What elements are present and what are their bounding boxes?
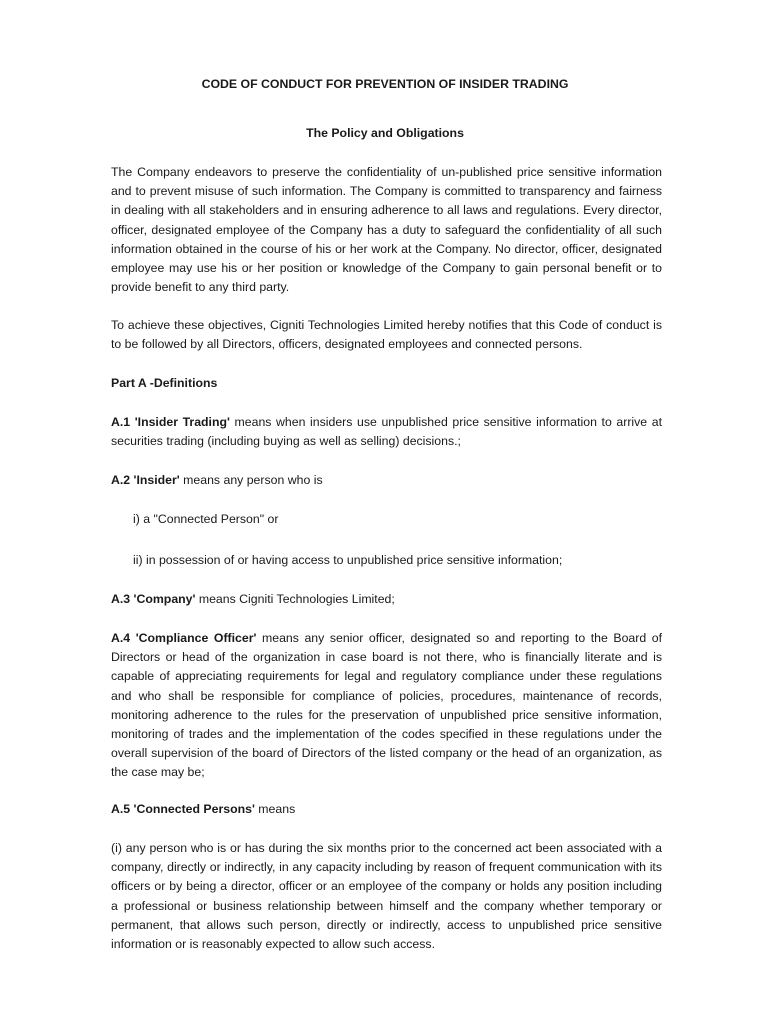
definition-text: means any senior officer, designated so and reporting to the Board of Directors or head of the organization in case board is not there, who is financially literate and is capable of appreciating requirements for legal and regulatory compliance under these regulations and who shall be responsible for compliance of policies, procedures, maintenance of records, monitoring adherence to the rules for the preservation of unpublished price sensitive information, monitoring of trades and the implementation of the codes specified in these regulations under the overall supervision of the board of Directors of the listed company or the head of an organization, as the case may be; — [111, 631, 662, 780]
definition-a5 — [111, 800, 662, 819]
part-a-heading: Part A -Definitions — [111, 376, 218, 390]
definition-a2-item-i: i) a "Connected Person" or — [133, 512, 279, 526]
document-title: CODE OF CONDUCT FOR PREVENTION OF INSIDER TRADING — [201, 77, 569, 91]
definition-a5-item-i: (i) any person who is or has during the six months prior to the concerned act been associated with a company, directly or indirectly, in any capacity including by reason of frequent communication with its officers or by being a director, officer or an employee of the company or holds any position including a professional or business relationship between himself and the company whether temporary or permanent, that allows such person, directly or indirectly, access to unpublished price sensitive information or is reasonably expected to allow such access. — [111, 841, 662, 952]
definition-text: means Cigniti Technologies Limited; — [195, 592, 395, 606]
definition-term: A.4 'Compliance Officer' — [111, 631, 257, 645]
definition-text: means any person who is — [179, 473, 323, 487]
definition-term: A.2 'Insider' — [111, 473, 180, 487]
definition-text: means — [254, 802, 296, 816]
section-subtitle: The Policy and Obligations — [306, 126, 464, 140]
definition-a2-item-ii: ii) in possession of or having access to unpublished price sensitive information; — [133, 553, 563, 567]
definition-text: means when insiders use unpublished price sensitive information to arrive at securities trading (including buying as well as selling) decisions.; — [111, 415, 662, 449]
definition-a2 — [111, 471, 662, 490]
intro-paragraph-1: The Company endeavors to preserve the confidentiality of un-published price sensitive information and to prevent misuse of such information. The Company is committed to transparency and fairness in dealing with all stakeholders and in ensuring adherence to all laws and regulations. Every director, officer, designated employee of the Company has a duty to safeguard the confidentiality of all such information obtained in the course of his or her work at the Company. No director, officer, designated employee may use his or her position or knowledge of the Company to gain personal benefit or to provide benefit to any third party. — [111, 165, 662, 295]
definition-term: A.1 'Insider Trading' — [111, 415, 230, 429]
intro-paragraph-2: To achieve these objectives, Cigniti Technologies Limited hereby notifies that this Code of conduct is to be followed by all Directors, officers, designated employees and connected persons. — [111, 318, 662, 352]
definition-a1 — [111, 413, 662, 451]
definition-a4 — [111, 629, 662, 783]
definition-a3 — [111, 590, 662, 609]
definition-term: A.3 'Company' — [111, 592, 196, 606]
definition-term: A.5 'Connected Persons' — [111, 802, 255, 816]
